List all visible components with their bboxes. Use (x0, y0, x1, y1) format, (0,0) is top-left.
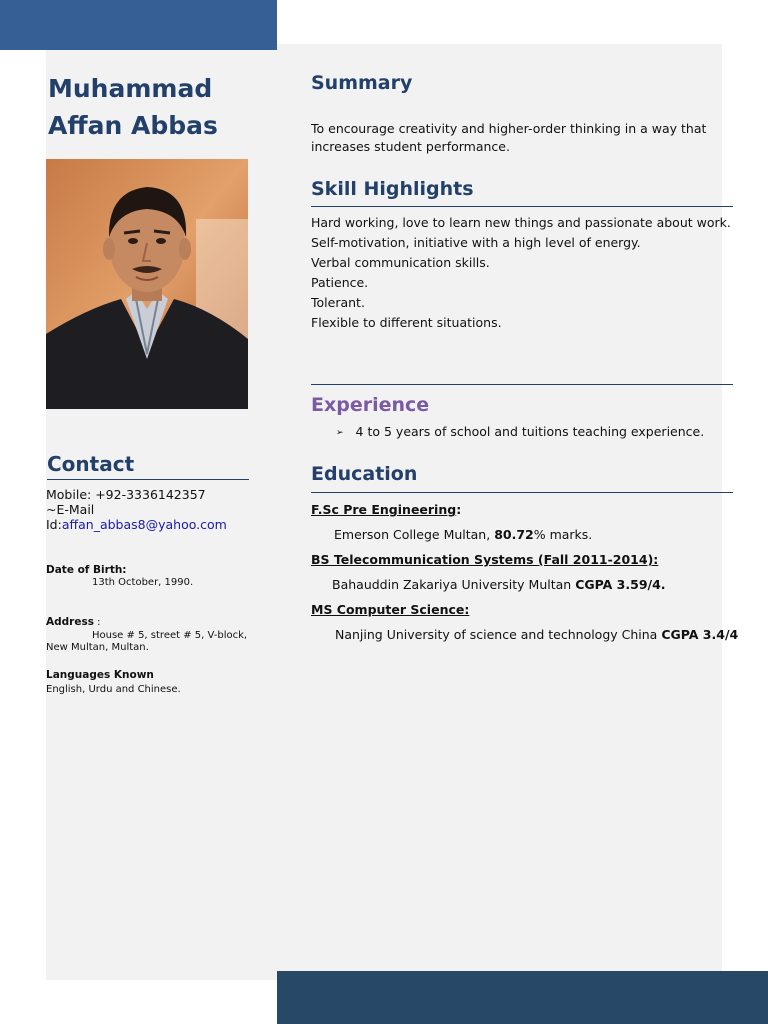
education-entry-title (311, 602, 469, 617)
contact-details (46, 487, 274, 532)
skill-item: Flexible to different situations. (311, 315, 502, 330)
name-line-1: Muhammad (48, 74, 213, 103)
languages-block (46, 669, 274, 697)
education-institution: Nanjing University of science and technology China (335, 627, 662, 642)
skills-heading: Skill Highlights (311, 178, 474, 200)
education-rule (311, 492, 733, 493)
address-label: Address (46, 616, 94, 628)
languages-label: Languages Known (46, 669, 154, 681)
education-entry-detail (334, 527, 592, 542)
skill-item: Self-motivation, initiative with a high level of energy. (311, 235, 641, 250)
education-grade: CGPA 3.59/4. (575, 577, 666, 592)
address-line-2: New Multan, Multan. (46, 642, 149, 653)
languages-value: English, Urdu and Chinese. (46, 684, 181, 695)
education-entry-title (311, 552, 658, 567)
summary-heading: Summary (311, 72, 413, 94)
address-block (46, 610, 274, 655)
mobile-row (46, 487, 274, 502)
email-link[interactable]: affan_abbas8@yahoo.com (61, 517, 227, 532)
mobile-label: Mobile: (46, 487, 92, 502)
dob-block (46, 564, 274, 590)
skills-rule (311, 206, 733, 207)
experience-item (336, 424, 704, 439)
email-separator: : (57, 517, 62, 532)
education-entry-detail (332, 577, 666, 592)
dob-label: Date of Birth: (46, 564, 127, 576)
education-institution: Bahauddin Zakariya University Multan (332, 577, 576, 592)
education-title-bs: BS Telecommunication Systems (Fall 2011-2014): (311, 552, 659, 567)
email-label-line: ~E-Mail (46, 502, 95, 517)
education-grade: 80.72 (494, 527, 534, 542)
experience-item-text: 4 to 5 years of school and tuitions teaching experience. (355, 424, 705, 439)
address-line-1: House # 5, street # 5, V-block, (92, 629, 248, 641)
bullet-arrow-icon: ➢ (336, 428, 344, 438)
skill-item: Patience. (311, 275, 369, 290)
profile-photo-illustration (46, 159, 248, 409)
bottom-accent-bar (277, 971, 768, 1024)
education-title-fsc: F.Sc Pre Engineering (311, 502, 457, 517)
education-title-ms: MS Computer Science: (311, 602, 470, 617)
address-label-suffix: : (93, 617, 101, 628)
name-line-2: Affan Abbas (48, 111, 218, 140)
profile-photo (46, 159, 248, 409)
skill-item: Verbal communication skills. (311, 255, 490, 270)
education-grade-suffix: % marks. (533, 527, 593, 542)
skill-item: Hard working, love to learn new things and passionate about work. (311, 215, 731, 230)
skill-item: Tolerant. (311, 295, 365, 310)
email-row (46, 517, 274, 532)
education-heading: Education (311, 463, 418, 485)
mobile-value: +92-3336142357 (95, 487, 206, 502)
top-accent-bar (0, 0, 277, 50)
address-line-1-row (46, 630, 274, 643)
dob-value: 13th October, 1990. (92, 577, 194, 588)
education-title-suffix: : (456, 502, 462, 517)
summary-text: To encourage creativity and higher-order thinking in a way that increases student performance. (311, 121, 707, 154)
skills-list (311, 213, 731, 333)
person-name (48, 70, 273, 144)
dob-value-line (46, 577, 274, 590)
education-entry-title (311, 502, 461, 517)
experience-heading: Experience (311, 394, 430, 416)
experience-rule (311, 384, 733, 385)
email-label-id: Id (46, 517, 58, 532)
contact-heading: Contact (47, 452, 249, 480)
education-institution: Emerson College Multan, (334, 527, 495, 542)
education-entry-detail (335, 627, 738, 642)
education-grade: CGPA 3.4/4 (661, 627, 739, 642)
skills-section (311, 213, 731, 333)
address-label-line (46, 610, 274, 630)
